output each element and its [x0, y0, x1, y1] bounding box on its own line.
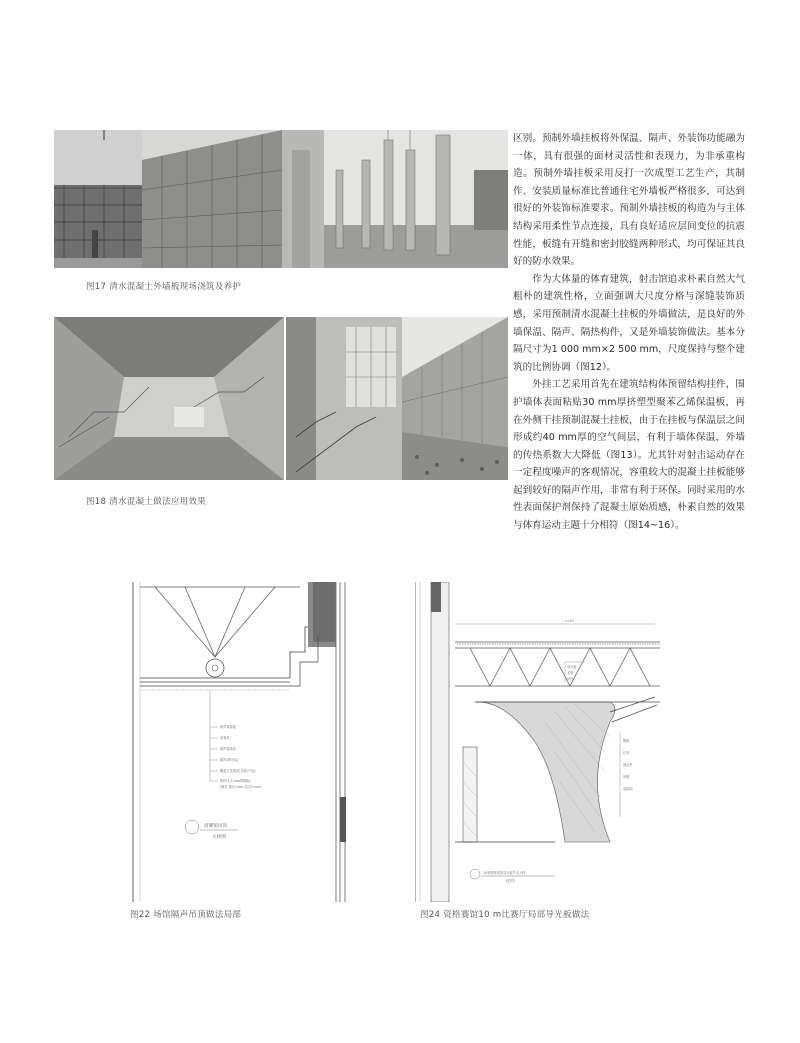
- drawing24-label-7: 吊筋: [623, 775, 630, 779]
- figure-18-caption: 图18 清水混凝土做法应用效果: [86, 497, 207, 507]
- drawing22-label-6: 防护(1.5 mm厚钢板): [220, 779, 251, 783]
- figure-24-light-guide-drawing: [415, 582, 667, 902]
- photo-exterior-wall-panels: [402, 317, 508, 480]
- drawing22-detail-title: 清赛馆吊顶: [204, 824, 227, 829]
- article-body-text: [513, 130, 745, 535]
- drawing24-label-3: 吊杆: [567, 677, 574, 681]
- photo-concrete-columns: [324, 130, 508, 268]
- drawing24-dim-label: L=10: [565, 619, 574, 623]
- figure-22-caption: 图22 场馆隔声吊顶做法局部: [130, 910, 242, 920]
- drawing24-label-1: 导光板: [567, 665, 577, 669]
- drawing24-label-6: 固定件: [623, 763, 633, 767]
- drawing22-label-7: (吸声,厚15 mm,孔径3 mm): [220, 785, 261, 789]
- drawing24-label-8: 装饰面: [623, 787, 633, 791]
- drawing22-label-3: 吸声装饰层: [220, 747, 236, 751]
- paragraph-2: 作为大体量的体育建筑，射击馆追求朴素自然大气粗朴的建筑性格，立面强调大尺度分格与深缝装饰质感，采用预制清水混凝土挂板的外墙做法，是良好的外墙保温、隔声、隔热构件，又是外墙装饰做法。基本分隔尺寸为1 000 mm×2 500 mm，尺度保持与整个建筑的比例协调（图12）。: [513, 273, 745, 373]
- figure-24-caption: 图24 资格赛馆10 m比赛厅局部导光板做法: [420, 910, 590, 920]
- drawing22-label-5: 覆盖主龙骨/次龙骨(产品): [220, 769, 256, 773]
- photo-stairwell: [286, 317, 402, 480]
- figure-22-ceiling-detail-drawing: [130, 582, 382, 902]
- drawing24-detail-sub: 大样图: [505, 879, 515, 883]
- drawing22-label-1: 吸声装饰板: [220, 725, 236, 729]
- drawing22-label-4: 隔声(吸声)层: [220, 758, 239, 762]
- paragraph-1: 区别。预制外墙挂板将外保温、隔声、外装饰功能融为一体，具有很强的面材灵活性和表现力，为非承重构造。预制外墙挂板采用反打一次成型工艺生产，其制作、安装质量标准比普通住宅外墙板严格很多，可达到很好的外装饰标准要求。预制外墙挂板的构造为与主体结构采用柔性节点连接，具有良好适应层间变位的抗震性能，板缝有开缝和密封胶缝两种形式，均可保证其良好的防水效果。: [513, 133, 745, 268]
- photo-interior-stair-atrium: [54, 317, 284, 480]
- drawing22-label-2: 龙骨吊: [220, 736, 230, 740]
- drawing24-detail-title: 10米资格赛馆导光板节点大样: [483, 871, 526, 875]
- drawing24-label-2: 龙骨: [567, 671, 574, 675]
- photo-precast-wall: [142, 130, 324, 268]
- paragraph-3: 外挂工艺采用首先在建筑结构体预留结构挂件，围护墙体表面粘贴30 mm厚挤塑型聚苯乙烯保温板，再在外侧干挂预制混凝土挂板，由于在挂板与保温层之间形成约40 mm厚的空气间层，有利于墙体保温，外墙的传热系数大大降低（图13）。尤其针对射击运动存在一定程度噪声的客观情况，容重较大的混凝土挂板能够起到较好的隔声作用，非常有利于环保。同时采用的水性表面保护剂保持了混凝土原始质感，朴素自然的效果与体育运动主题十分相符（图14~16）。: [513, 379, 745, 532]
- drawing24-label-5: 灯具: [623, 751, 630, 755]
- photo-formwork-scaffold: [54, 130, 142, 268]
- drawing24-label-4: 钢梁: [623, 739, 630, 743]
- figure-17-caption: 图17 清水混凝土外墙板现场浇筑及养护: [86, 282, 242, 292]
- drawing22-detail-sub: 大样图: [212, 835, 226, 840]
